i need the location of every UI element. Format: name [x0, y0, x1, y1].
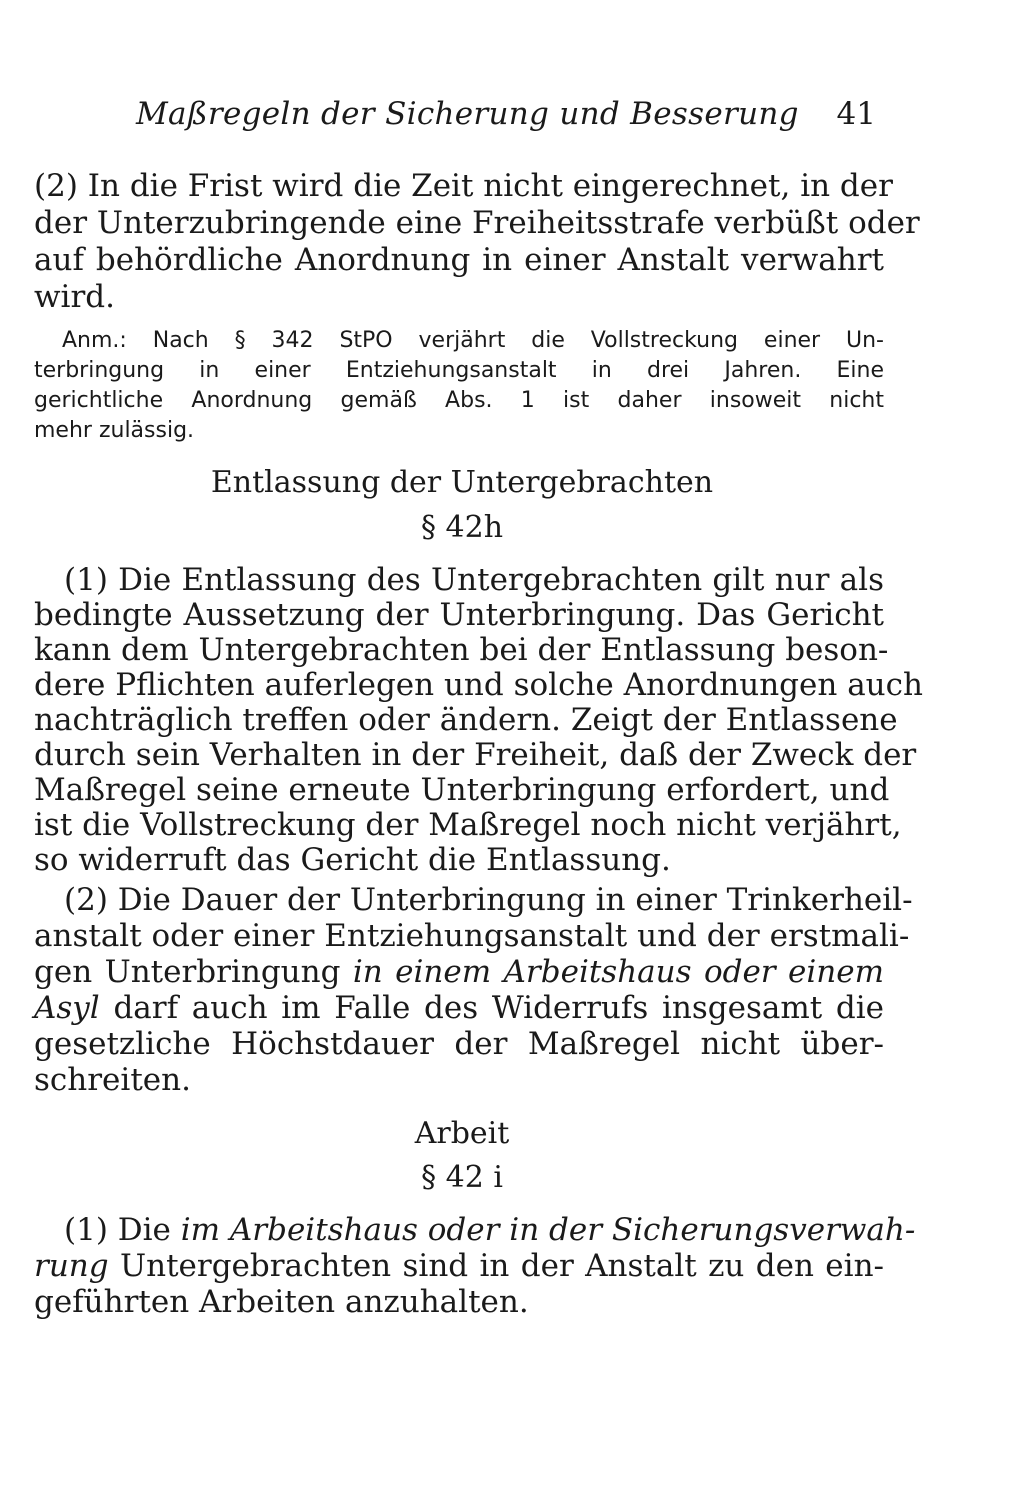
note-line: gerichtliche Anordnung gemäß Abs. 1 ist daher insoweit nicht	[34, 388, 884, 413]
section-title: Entlassung der Untergebrachten	[210, 465, 714, 500]
body-line: geführten Arbeiten anzuhalten.	[34, 1284, 529, 1320]
running-title: Maßregeln der Sicherung und Besserung	[136, 96, 799, 132]
note-line: terbringung in einer Entziehungsanstalt in drei Jahren. Eine	[34, 358, 884, 383]
page-number: 41	[836, 96, 876, 132]
body-line: kann dem Untergebrachten bei der Entlassung beson-	[34, 632, 889, 668]
body-line: wird.	[34, 279, 115, 315]
body-line: bedingte Aussetzung der Unterbringung. Das Gericht	[34, 597, 884, 633]
body-line: anstalt oder einer Entziehungsanstalt und der erstmali-	[34, 918, 910, 954]
body-line: der Unterzubringende eine Freiheitsstrafe verbüßt oder	[34, 205, 920, 241]
body-line: (1) Die Entlassung des Untergebrachten gilt nur als	[64, 562, 884, 598]
section-title: Arbeit	[414, 1116, 510, 1151]
body-line-mixed	[64, 1212, 916, 1248]
body-line: Maßregel seine erneute Unterbringung erfordert, und	[34, 772, 890, 808]
body-line: so widerruft das Gericht die Entlassung.	[34, 842, 671, 878]
body-line-mixed	[34, 954, 884, 990]
note-line: Anm.: Nach § 342 StPO verjährt die Vollstreckung einer Un-	[62, 328, 884, 353]
body-line: (2) Die Dauer der Unterbringung in einer Trinkerheil-	[64, 882, 913, 918]
body-line: dere Pflichten auferlegen und solche Anordnungen auch	[34, 667, 923, 703]
plain-text: darf auch im Falle des Widerrufs insgesamt die	[113, 990, 885, 1026]
body-line: schreiten.	[34, 1062, 191, 1098]
paragraph-mark: § 42h	[420, 510, 504, 545]
body-line: auf behördliche Anordnung in einer Anstalt verwahrt	[34, 242, 884, 278]
italic-text: Asyl	[34, 990, 100, 1026]
plain-text: gen Unterbringung	[34, 954, 341, 990]
note-line: mehr zulässig.	[34, 418, 195, 443]
body-line: gesetzliche Höchstdauer der Maßregel nicht über-	[34, 1026, 884, 1062]
body-line: ist die Vollstreckung der Maßregel noch nicht verjährt,	[34, 807, 902, 843]
italic-text: in einem Arbeitshaus oder einem	[352, 954, 885, 990]
paragraph-mark: § 42 i	[421, 1160, 503, 1195]
body-line: (2) In die Frist wird die Zeit nicht eingerechnet, in der	[34, 168, 893, 204]
italic-text: im Arbeitshaus oder in der Sicherungsverwah-	[180, 1212, 916, 1248]
plain-text: Untergebrachten sind in der Anstalt zu den ein-	[119, 1248, 885, 1284]
body-line-mixed	[34, 990, 884, 1026]
page-header	[136, 96, 876, 140]
plain-text: (1) Die	[64, 1212, 171, 1248]
body-line: nachträglich treffen oder ändern. Zeigt der Entlassene	[34, 702, 898, 738]
body-line-mixed	[34, 1248, 884, 1284]
italic-text: rung	[34, 1248, 109, 1284]
body-line: durch sein Verhalten in der Freiheit, daß der Zweck der	[34, 737, 917, 773]
